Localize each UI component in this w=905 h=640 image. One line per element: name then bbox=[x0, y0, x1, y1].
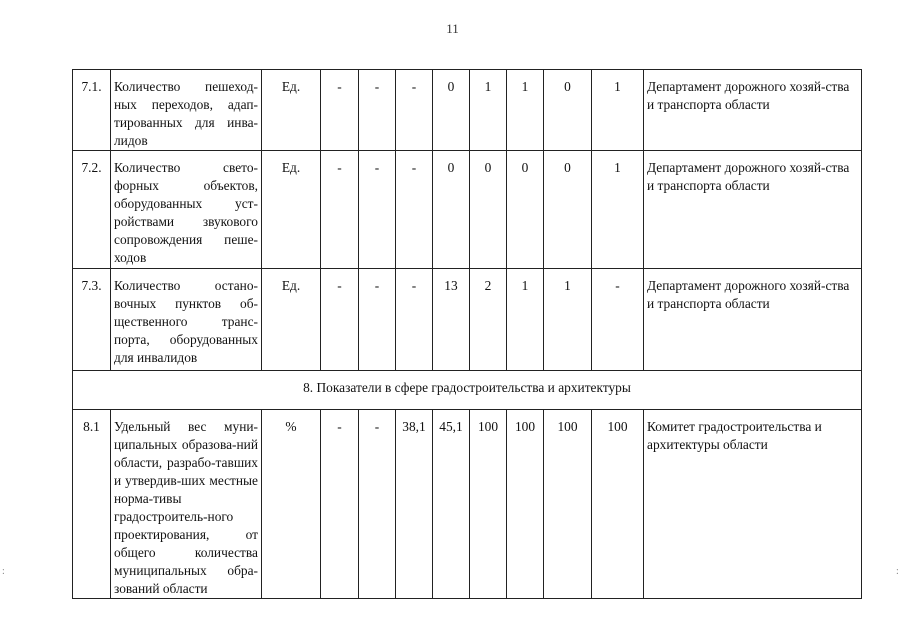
value-cell: 1 bbox=[592, 70, 644, 151]
value-cell: 1 bbox=[507, 269, 544, 371]
unit-cell: % bbox=[262, 410, 321, 599]
value-cell: 1 bbox=[507, 70, 544, 151]
value-cell: - bbox=[359, 151, 396, 269]
value-cell: 2 bbox=[470, 269, 507, 371]
value-cell: 0 bbox=[433, 70, 470, 151]
indicator-name: Количество пешеход-ных переходов, адап-тированных для инва-лидов bbox=[111, 70, 262, 151]
unit-cell: Ед. bbox=[262, 70, 321, 151]
value-cell: - bbox=[321, 70, 359, 151]
table-row bbox=[73, 70, 862, 151]
value-cell: - bbox=[321, 151, 359, 269]
value-cell: 100 bbox=[544, 410, 592, 599]
value-cell: - bbox=[359, 410, 396, 599]
value-cell: 0 bbox=[470, 151, 507, 269]
indicator-name: Количество свето-форных объектов, оборудованных уст-ройствами звукового сопровождения пеше-ходов bbox=[111, 151, 262, 269]
value-cell: - bbox=[396, 151, 433, 269]
value-cell: - bbox=[321, 410, 359, 599]
value-cell: - bbox=[321, 269, 359, 371]
value-cell: 0 bbox=[433, 151, 470, 269]
value-cell: 1 bbox=[544, 269, 592, 371]
table-row bbox=[73, 151, 862, 269]
responsible-body: Департамент дорожного хозяй-ства и транспорта области bbox=[644, 269, 862, 371]
value-cell: - bbox=[359, 70, 396, 151]
scan-edge-mark-right: : bbox=[896, 566, 899, 577]
page-number: 11 bbox=[446, 21, 459, 36]
section-title: 8. Показатели в сфере градостроительства и архитектуры bbox=[73, 371, 862, 410]
value-cell: 0 bbox=[544, 70, 592, 151]
row-number: 8.1 bbox=[73, 410, 111, 599]
value-cell: - bbox=[359, 269, 396, 371]
responsible-body: Департамент дорожного хозяй-ства и транспорта области bbox=[644, 70, 862, 151]
row-number: 7.2. bbox=[73, 151, 111, 269]
table-row bbox=[73, 410, 862, 599]
value-cell: 100 bbox=[507, 410, 544, 599]
value-cell: 0 bbox=[507, 151, 544, 269]
value-cell: 1 bbox=[470, 70, 507, 151]
indicator-name: Количество остано-вочных пунктов об-щественного транс-порта, оборудованных для инвалидов bbox=[111, 269, 262, 371]
responsible-body: Департамент дорожного хозяй-ства и транспорта области bbox=[644, 151, 862, 269]
value-cell: 45,1 bbox=[433, 410, 470, 599]
value-cell: 100 bbox=[470, 410, 507, 599]
value-cell: 13 bbox=[433, 269, 470, 371]
value-cell: - bbox=[396, 269, 433, 371]
value-cell: 0 bbox=[544, 151, 592, 269]
value-cell: 38,1 bbox=[396, 410, 433, 599]
row-number: 7.1. bbox=[73, 70, 111, 151]
unit-cell: Ед. bbox=[262, 151, 321, 269]
row-number: 7.3. bbox=[73, 269, 111, 371]
value-cell: - bbox=[396, 70, 433, 151]
value-cell: 1 bbox=[592, 151, 644, 269]
table-row bbox=[73, 269, 862, 371]
value-cell: - bbox=[592, 269, 644, 371]
section-header-row bbox=[73, 371, 862, 410]
value-cell: 100 bbox=[592, 410, 644, 599]
responsible-body: Комитет градостроительства и архитектуры области bbox=[644, 410, 862, 599]
scan-edge-mark-left: : bbox=[2, 566, 5, 577]
indicators-table bbox=[72, 69, 862, 599]
indicator-name: Удельный вес муни-ципальных образова-ний области, разрабо-тавших и утвердив-ших местные норма-тивы градостроитель-ного проектирования, от общего количества муниципальных обра-зований области bbox=[111, 410, 262, 599]
unit-cell: Ед. bbox=[262, 269, 321, 371]
